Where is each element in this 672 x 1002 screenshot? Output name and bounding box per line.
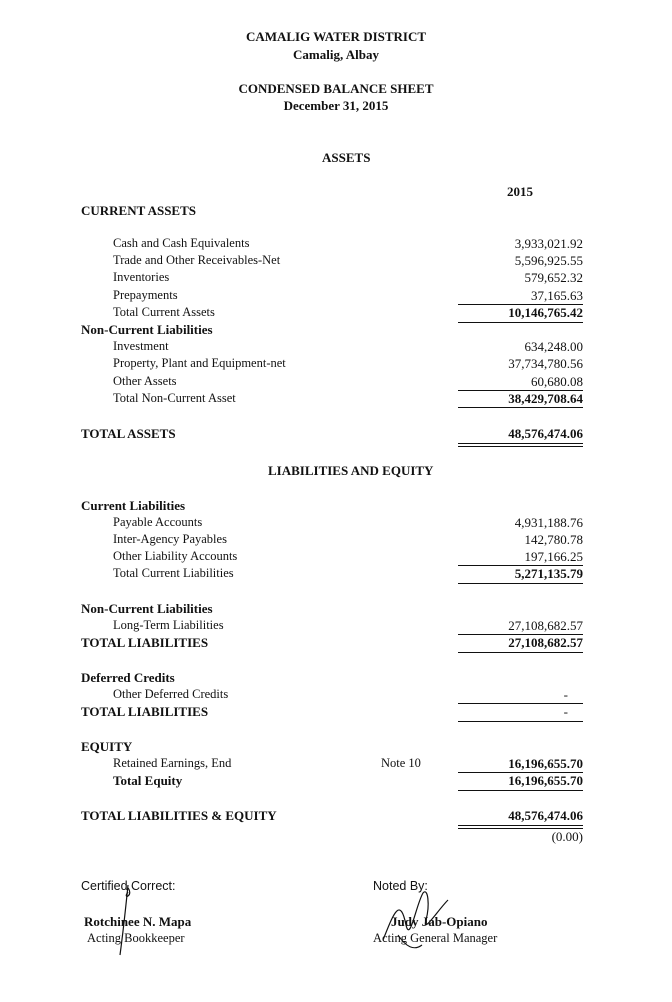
liability-item-amount: 4,931,188.76 [514,515,583,530]
grand-total-amount: 48,576,474.06 [508,808,583,823]
double-rule-top [458,825,583,826]
asset-item-amount: 579,652.32 [524,270,583,285]
asset-item-label: Cash and Cash Equivalents [113,236,250,250]
assets-section-title: ASSETS [322,150,371,165]
total-current-assets-amount: 10,146,765.42 [508,305,583,320]
liability-item-label: Other Liability Accounts [113,549,238,563]
total-liabilities-label: TOTAL LIABILITIES [81,635,209,650]
grand-total-label: TOTAL LIABILITIES & EQUITY [81,808,277,823]
asset-item-label: Inventories [113,270,170,284]
total-rule [458,583,583,584]
signatory-right-name: Judy Jab-Opiano [391,914,488,929]
year-header: 2015 [507,184,533,199]
noted-caption: Noted By: [373,879,428,893]
current-liabilities-heading: Current Liabilities [81,498,186,513]
report-title: CONDENSED BALANCE SHEET [238,81,434,96]
liability-item-label: Long-Term Liabilities [113,618,224,632]
non-current-heading: Non-Current Liabilities [81,322,213,337]
deferred-item-label: Other Deferred Credits [113,687,229,701]
note-reference: Note 10 [381,756,421,770]
total-rule [458,322,583,323]
total-rule [458,652,583,653]
retained-earnings-amount: 16,196,655.70 [508,756,583,771]
non-current-liabilities-heading: Non-Current Liabilities [81,601,213,616]
certified-caption: Certified Correct: [81,879,176,893]
report-date: December 31, 2015 [283,98,389,113]
total-assets-amount: 48,576,474.06 [508,426,583,441]
asset-item-label: Property, Plant and Equipment-net [113,356,286,370]
total-equity-amount: 16,196,655.70 [508,773,583,788]
signatory-right-title: Acting General Manager [373,931,498,945]
signatory-left-name: Rotchinee N. Mapa [84,914,192,929]
total-current-liabilities-amount: 5,271,135.79 [514,566,583,581]
total-rule [458,407,583,408]
asset-item-label: Trade and Other Receivables-Net [113,253,281,267]
total-liabilities-amount: 27,108,682.57 [508,635,583,650]
asset-item-label: Prepayments [113,288,178,302]
deferred-item-amount: - [563,687,568,702]
asset-item-amount: 37,165.63 [531,288,583,303]
asset-item-label: Other Assets [113,374,177,388]
liability-item-label: Inter-Agency Payables [113,532,227,546]
deferred-total-amount: - [563,704,568,719]
total-non-current-label: Total Non-Current Asset [113,391,236,405]
liability-item-amount: 27,108,682.57 [508,618,583,633]
liability-item-label: Payable Accounts [113,515,203,529]
asset-item-amount: 5,596,925.55 [514,253,583,268]
difference-amount: (0.00) [551,829,583,844]
current-assets-heading: CURRENT ASSETS [81,203,197,218]
total-equity-label: Total Equity [113,773,183,788]
asset-item-amount: 634,248.00 [524,339,583,354]
location: Camalig, Albay [293,47,379,62]
liability-item-amount: 197,166.25 [524,549,583,564]
double-rule-top [458,443,583,444]
deferred-credits-heading: Deferred Credits [81,670,175,685]
liabilities-section-title: LIABILITIES AND EQUITY [268,463,434,478]
total-rule [458,721,583,722]
org-name: CAMALIG WATER DISTRICT [245,29,427,44]
total-current-assets-label: Total Current Assets [113,305,215,319]
retained-earnings-label: Retained Earnings, End [113,756,232,770]
total-non-current-amount: 38,429,708.64 [508,391,583,406]
total-current-liabilities-label: Total Current Liabilities [113,566,234,580]
deferred-total-label: TOTAL LIABILITIES [81,704,209,719]
asset-item-amount: 3,933,021.92 [514,236,583,251]
liability-item-amount: 142,780.78 [524,532,583,547]
asset-item-label: Investment [113,339,169,353]
asset-item-amount: 37,734,780.56 [508,356,583,371]
signatory-left-title: Acting Bookkeeper [87,931,185,945]
double-rule-bottom [458,446,583,447]
total-assets-label: TOTAL ASSETS [81,426,176,441]
total-rule [458,790,583,791]
equity-heading: EQUITY [81,739,133,754]
asset-item-amount: 60,680.08 [531,374,583,389]
